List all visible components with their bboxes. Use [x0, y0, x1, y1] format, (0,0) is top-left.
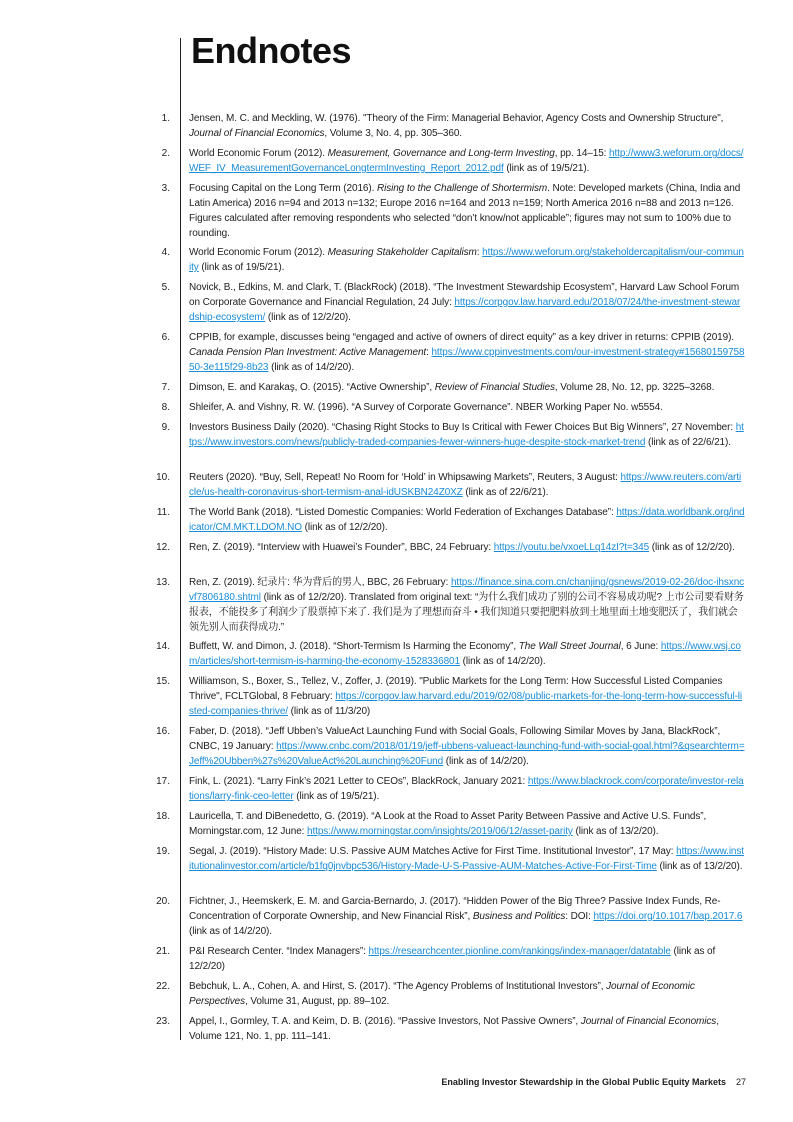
- citation-text: , pp. 14–15:: [554, 148, 610, 159]
- citation-title: Journal of Financial Economics: [580, 1016, 717, 1027]
- citation-text: (link as of 22/6/21).: [645, 437, 731, 448]
- citation-text: Buffett, W. and Dimon, J. (2018). “Short-Termism Is Harming the Economy”,: [189, 641, 519, 652]
- citation-text: (link as of 13/2/20).: [656, 861, 743, 872]
- citation-title: Measurement, Governance and Long-term Investing: [327, 148, 555, 159]
- citation-text: (link as of 19/5/21).: [198, 262, 285, 273]
- endnote-number: 19.: [156, 846, 170, 857]
- citation-text: Dimson, E. and Karakaş, O. (2015). “Active Ownership”,: [189, 382, 435, 393]
- endnote-text: [189, 420, 745, 450]
- citation-text: (link as of 14/2/20).: [459, 656, 546, 667]
- citation-link[interactable]: https://corpgov.law.harvard.edu/2019/02/08/public-markets-for-the-long-term-how-successful-listed-companies-thrive/: [189, 691, 743, 717]
- citation-text: (link as of 14/2/20).: [189, 926, 272, 937]
- citation-text: (link as of 12/2/20).: [265, 312, 351, 323]
- endnote-number: 20.: [156, 896, 170, 907]
- citation-text: :: [476, 247, 483, 258]
- citation-title: Journal of Economic Perspectives: [189, 981, 695, 1007]
- endnote-text: [189, 979, 745, 1009]
- citation-text: : DOI:: [565, 911, 594, 922]
- endnote-text: [189, 944, 745, 974]
- citation-text: , Volume 121, No. 1, pp. 111–141.: [189, 1016, 719, 1042]
- citation-link[interactable]: https://data.worldbank.org/indicator/CM.MKT.LDOM.NO: [189, 507, 745, 533]
- endnote-text: [189, 470, 745, 500]
- endnote-text: [189, 575, 745, 635]
- citation-title: Canada Pension Plan Investment: Active Management: [189, 347, 427, 358]
- endnote-number: 17.: [156, 776, 170, 787]
- endnote-text: [189, 639, 745, 669]
- page-number: 27: [735, 1077, 746, 1087]
- citation-text: (link as of 12/2/20). Translated from original text: “为什么我们成功了别的公司不容易成功呢? 上市公司要看财务报表，不能投多了利润少了股票掉下来了. 我们是为了理想而奋斗 • 我们知道只要把肥料放到土地里面土地变肥沃了，我们就会领先别人而获得成功.”: [189, 592, 744, 633]
- endnote-number: 7.: [161, 382, 170, 393]
- endnote-text: [189, 146, 745, 176]
- citation-text: World Economic Forum (2012).: [189, 247, 328, 258]
- citation-text: Williamson, S., Boxer, S., Tellez, V., Zoffer, J. (2019). "Public Markets for the Long Term: How Successful Listed Companies Thrive", FCLTGlobal, 8 February:: [189, 676, 723, 702]
- endnote-text: [189, 674, 745, 719]
- citation-text: Reuters (2020). “Buy, Sell, Repeat! No Room for ‘Hold’ in Whipsawing Markets”, Reuters, 3 August:: [189, 472, 621, 483]
- citation-text: (link as of 12/2/20).: [301, 522, 388, 533]
- endnote-text: [189, 400, 745, 415]
- citation-text: Shleifer, A. and Vishny, R. W. (1996). “A Survey of Corporate Governance”. NBER Working Paper No. w5554.: [189, 402, 663, 413]
- citation-link[interactable]: https://finance.sina.com.cn/chanjing/gsnews/2019-02-26/doc-ihsxncvf7806180.shtml: [189, 577, 745, 603]
- endnote-text: [189, 505, 745, 535]
- citation-text: (link as of 14/2/20).: [443, 756, 529, 767]
- endnote-text: [189, 111, 745, 141]
- citation-link[interactable]: https://doi.org/10.1017/bap.2017.6: [593, 911, 743, 922]
- citation-text: Faber, D. (2018). “Jeff Ubben’s ValueAct Launching Fund with Social Goals, Following Similar Moves by Jana, BlackRock”, CNBC, 19 January:: [189, 726, 721, 752]
- endnote-text: [189, 380, 745, 395]
- endnote-text: [189, 774, 745, 804]
- citation-title: Journal of Financial Economics: [189, 128, 325, 139]
- citation-text: Ren, Z. (2019). 纪录片: 华为背后的男人, BBC, 26 February:: [189, 577, 451, 588]
- footer-title: Enabling Investor Stewardship in the Global Public Equity Markets: [441, 1077, 726, 1087]
- citation-text: (link as of 12/2/20): [189, 946, 716, 972]
- vertical-rule: [180, 38, 181, 1040]
- endnote-text: [189, 280, 745, 325]
- citation-text: (link as of 12/2/20).: [649, 542, 735, 553]
- citation-text: Fink, L. (2021). “Larry Fink’s 2021 Letter to CEOs”, BlackRock, January 2021:: [189, 776, 528, 787]
- citation-text: Investors Business Daily (2020). “Chasing Right Stocks to Buy Is Critical with Fewer Choices But Big Winners”, 27 November:: [189, 422, 736, 433]
- citation-link[interactable]: https://youtu.be/vxoeLLq14zI?t=345: [493, 542, 650, 553]
- endnote-number: 8.: [161, 402, 170, 413]
- page-footer: [441, 1077, 746, 1087]
- endnote-text: [189, 844, 745, 874]
- endnote-number: 13.: [156, 577, 170, 588]
- citation-text: (link as of 14/2/20).: [268, 362, 355, 373]
- citation-text: Ren, Z. (2019). “Interview with Huawei’s Founder”, BBC, 24 February:: [189, 542, 494, 553]
- page-title: Endnotes: [191, 30, 352, 71]
- endnote-text: [189, 245, 745, 275]
- endnote-text: [189, 181, 745, 241]
- citation-link[interactable]: https://researchcenter.pionline.com/rankings/index-manager/datatable: [368, 946, 671, 957]
- endnote-number: 12.: [156, 542, 170, 553]
- citation-text: , Volume 31, August, pp. 89–102.: [245, 996, 390, 1007]
- citation-text: Lauricella, T. and DiBenedetto, G. (2019). “A Look at the Road to Asset Parity Between Passive and Active U.S. Funds”, Morningstar.com, 12 June:: [189, 811, 707, 837]
- citation-text: Focusing Capital on the Long Term (2016).: [189, 183, 377, 194]
- citation-text: (link as of 22/6/21).: [462, 487, 549, 498]
- citation-link[interactable]: https://www.weforum.org/stakeholdercapitalism/our-community: [189, 247, 744, 273]
- endnote-number: 15.: [156, 676, 170, 687]
- endnote-number: 9.: [161, 422, 170, 433]
- citation-text: , 6 June:: [620, 641, 661, 652]
- citation-link[interactable]: https://www.reuters.com/article/us-health-coronavirus-short-termism-anal-idUSKBN24Z0XZ: [189, 472, 742, 498]
- citation-text: , Volume 28, No. 12, pp. 3225–3268.: [554, 382, 715, 393]
- endnote-number: 2.: [161, 148, 170, 159]
- endnote-number: 16.: [156, 726, 170, 737]
- citation-title: Measuring Stakeholder Capitalism: [327, 247, 477, 258]
- endnote-text: [189, 540, 745, 555]
- endnote-number: 18.: [156, 811, 170, 822]
- endnote-number: 1.: [161, 113, 170, 124]
- citation-link[interactable]: http://www3.weforum.org/docs/WEF_IV_MeasurementGovernanceLongtermInvesting_Report_2012.pdf: [189, 148, 744, 174]
- citation-title: Review of Financial Studies: [434, 382, 555, 393]
- citation-text: Novick, B., Edkins, M. and Clark, T. (BlackRock) (2018). “The Investment Stewardship Ecosystem”, Harvard Law School Forum on Corporate Governance and Financial Regulation, 24 July:: [189, 282, 740, 308]
- citation-link[interactable]: https://www.cnbc.com/2018/01/19/jeff-ubbens-valueact-launching-fund-with-social-goal.html?&qsearchterm=Jeff%20Ubben%27s%20ValueAct%20Launching%20Fund: [189, 741, 745, 767]
- endnote-number: 4.: [161, 247, 170, 258]
- citation-text: . Note: Developed markets (China, India and Latin America) 2016 n=94 and 2013 n=132; Europe 2016 n=164 and 2013 n=159; North America 2016 n=88 and 2013 n=126. Figures calculated after removing respondents who selected “don’t know/not applicable”; figures may not sum to 100% due to rounding.: [189, 183, 741, 239]
- endnote-number: 21.: [156, 946, 170, 957]
- citation-text: Appel, I., Gormley, T. A. and Keim, D. B. (2016). “Passive Investors, Not Passive Owners”,: [189, 1016, 581, 1027]
- endnote-number: 23.: [156, 1016, 170, 1027]
- citation-text: Fichtner, J., Heemskerk, E. M. and Garcia-Bernardo, J. (2017). “Hidden Power of the Big Three? Passive Index Funds, Re-Concentration of Corporate Ownership, and New Financial Risk”,: [189, 896, 721, 922]
- citation-link[interactable]: https://www.cppinvestments.com/our-investment-strategy#1568015975850-3e115f29-8b23: [189, 347, 745, 373]
- endnote-number: 6.: [161, 332, 170, 343]
- endnote-text: [189, 809, 745, 839]
- citation-link[interactable]: https://www.wsj.com/articles/short-termism-is-harming-the-economy-1528336801: [189, 641, 741, 667]
- citation-text: (link as of 11/3/20): [287, 706, 371, 717]
- endnote-number: 22.: [156, 981, 170, 992]
- endnote-number: 3.: [161, 183, 170, 194]
- citation-link[interactable]: https://www.blackrock.com/corporate/investor-relations/larry-fink-ceo-letter: [189, 776, 744, 802]
- citation-text: Bebchuk, L. A., Cohen, A. and Hirst, S. (2017). “The Agency Problems of Institutional Investors”,: [189, 981, 607, 992]
- citation-text: Jensen, M. C. and Meckling, W. (1976). "Theory of the Firm: Managerial Behavior, Agency Costs and Ownership Structure",: [189, 113, 724, 124]
- citation-text: World Economic Forum (2012).: [189, 148, 328, 159]
- citation-text: Segal, J. (2019). “History Made: U.S. Passive AUM Matches Active for First Time. Institutional Investor”, 17 May:: [189, 846, 677, 857]
- endnote-text: [189, 330, 745, 375]
- citation-text: , Volume 3, No. 4, pp. 305–360.: [324, 128, 462, 139]
- endnote-text: [189, 724, 745, 769]
- citation-text: (link as of 13/2/20).: [572, 826, 659, 837]
- endnote-number: 5.: [161, 282, 170, 293]
- citation-text: The World Bank (2018). “Listed Domestic Companies: World Federation of Exchanges Database”:: [189, 507, 617, 518]
- endnote-number: 11.: [156, 507, 170, 518]
- citation-title: The Wall Street Journal: [518, 641, 621, 652]
- citation-link[interactable]: https://www.morningstar.com/insights/2019/06/12/asset-parity: [307, 826, 573, 837]
- citation-text: P&I Research Center. “Index Managers”:: [189, 946, 369, 957]
- citation-link[interactable]: https://corpgov.law.harvard.edu/2018/07/24/the-investment-stewardship-ecosystem/: [189, 297, 741, 323]
- endnote-text: [189, 1014, 745, 1044]
- citation-link[interactable]: https://www.institutionalinvestor.com/article/b1fq0jnvbpc536/History-Made-U-S-Passive-AUM-Matches-Active-For-First-Time: [189, 846, 744, 872]
- citation-text: :: [426, 347, 432, 358]
- citation-link[interactable]: https://www.investors.com/news/publicly-traded-companies-fewer-winners-huge-despite-stock-market-trend: [189, 422, 744, 448]
- citation-title: Business and Politics: [472, 911, 566, 922]
- endnote-number: 14.: [156, 641, 170, 652]
- citation-text: (link as of 19/5/21).: [503, 163, 590, 174]
- endnote-number: 10.: [156, 472, 170, 483]
- citation-text: CPPIB, for example, discusses being “engaged and active of owners of direct equity” as a key driver in returns: CPPIB (2019).: [189, 332, 734, 343]
- endnote-text: [189, 894, 745, 939]
- citation-text: (link as of 19/5/21).: [293, 791, 380, 802]
- citation-title: Rising to the Challenge of Shortermism: [376, 183, 548, 194]
